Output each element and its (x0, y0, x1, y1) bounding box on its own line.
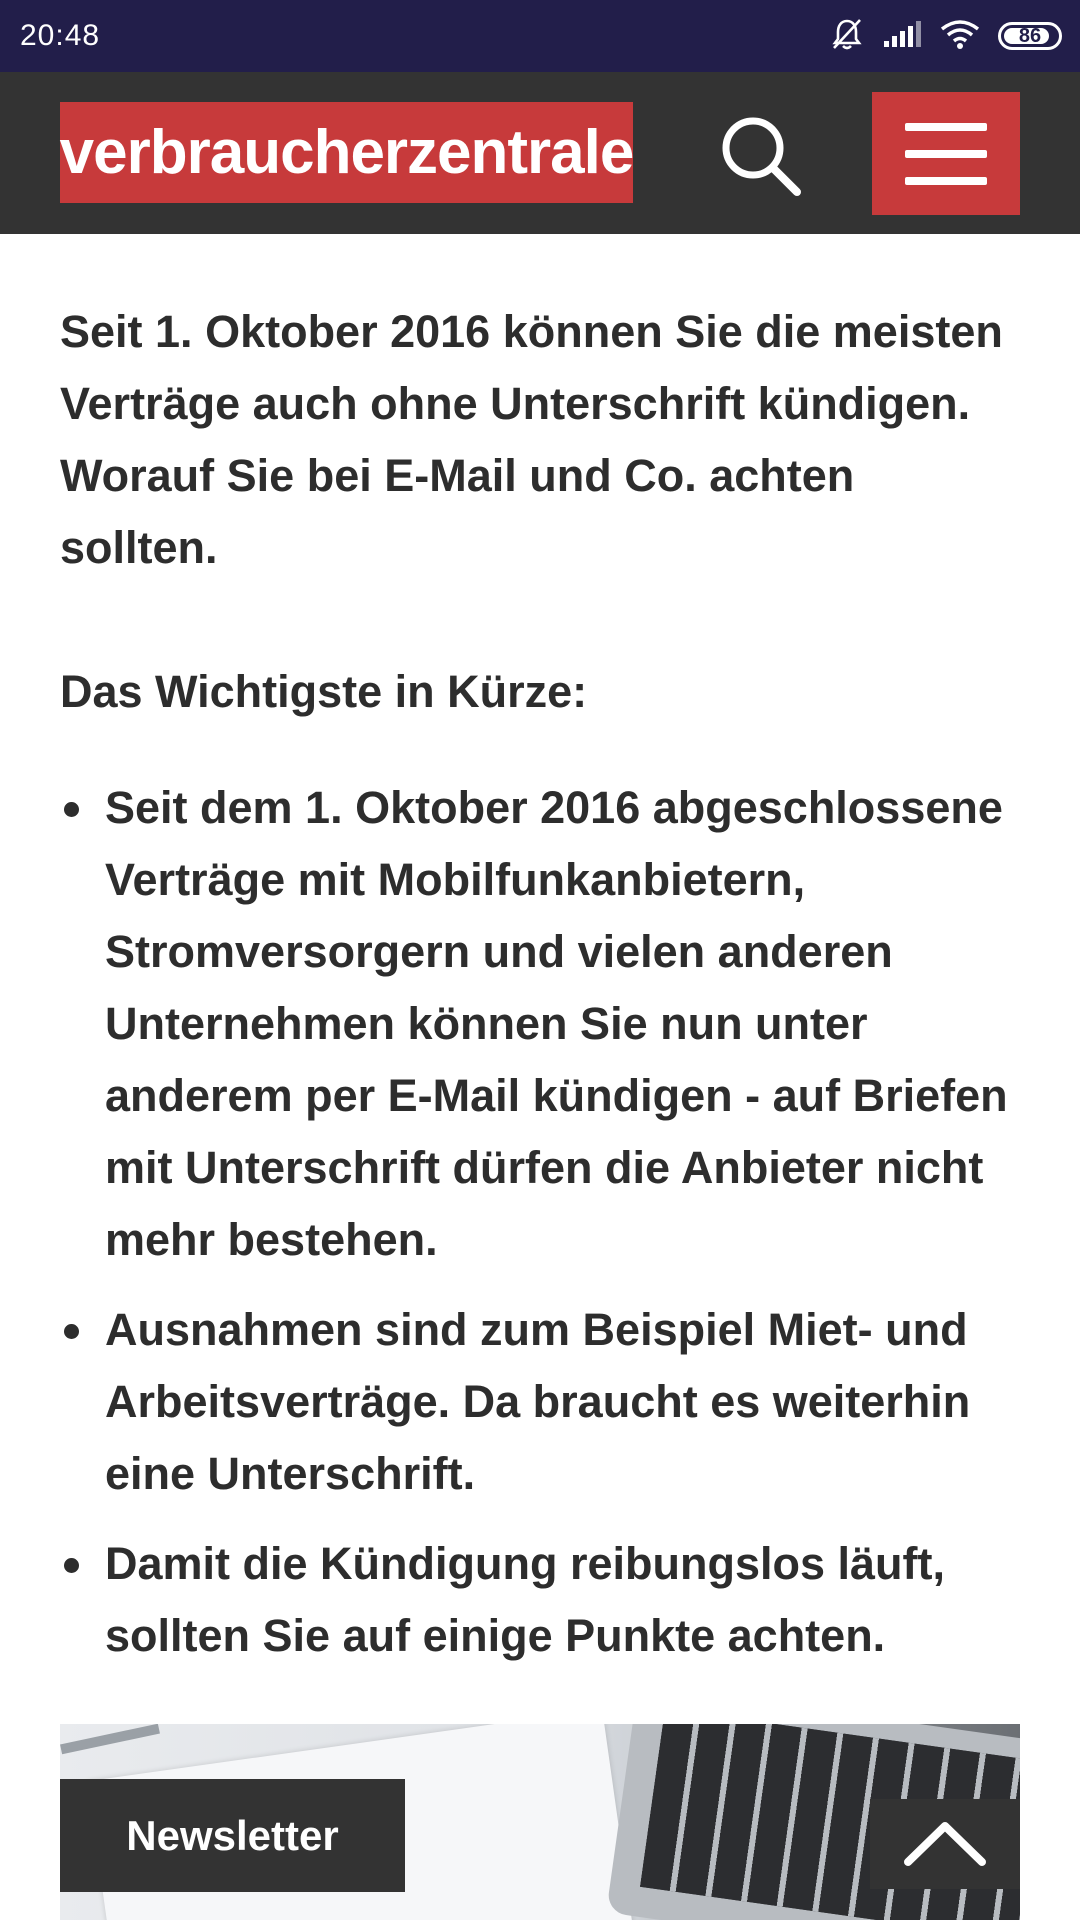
back-to-top-button[interactable] (870, 1799, 1020, 1889)
status-icons (830, 17, 1062, 56)
search-icon (715, 110, 805, 205)
summary-heading: Das Wichtigste in Kürze: (60, 666, 588, 717)
battery-level: 86 (1018, 24, 1042, 47)
site-header (0, 72, 1080, 234)
status-time: 20:48 (20, 19, 101, 52)
battery-icon (998, 22, 1062, 50)
newsletter-button[interactable]: Newsletter (60, 1779, 405, 1892)
bell-muted-icon (830, 17, 864, 56)
list-item: Ausnahmen sind zum Beispiel Miet- und Arbeitsverträge. Da braucht es weiterhin eine Unterschrift. (60, 1294, 1020, 1510)
signal-icon (882, 19, 922, 54)
summary-list (60, 772, 1020, 1672)
wifi-icon (940, 19, 980, 54)
menu-button[interactable] (872, 92, 1020, 215)
chevron-up-icon (900, 1812, 990, 1877)
hamburger-menu-icon (905, 123, 987, 131)
search-button[interactable] (710, 112, 810, 202)
article-intro: Seit 1. Oktober 2016 können Sie die meisten Verträge auch ohne Unterschrift kündigen. Worauf Sie bei E-Mail und Co. achten sollten. (60, 306, 1003, 573)
status-bar (0, 0, 1080, 72)
list-item: Damit die Kündigung reibungslos läuft, sollten Sie auf einige Punkte achten. (60, 1528, 1020, 1672)
article-content (60, 234, 1020, 1690)
pen (60, 1724, 160, 1754)
list-item: Seit dem 1. Oktober 2016 abgeschlossene Verträge mit Mobilfunkanbietern, Stromversorgern und vielen anderen Unternehmen können Sie nun unter anderem per E-Mail kündigen - auf Briefen mit Unterschrift dürfen die Anbieter nicht mehr bestehen. (60, 772, 1020, 1276)
site-logo[interactable]: verbraucherzentrale (60, 102, 633, 203)
